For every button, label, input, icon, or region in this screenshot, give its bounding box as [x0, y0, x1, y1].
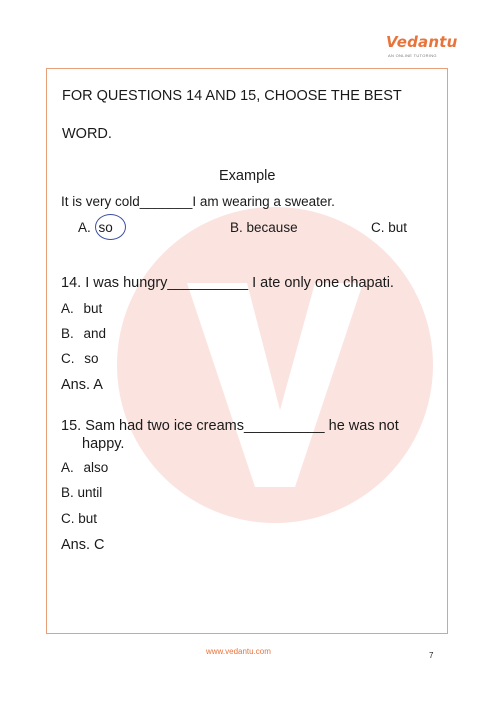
question-number: 14. [61, 275, 82, 291]
option-label: A. [61, 301, 74, 316]
question-text: I was hungry__________ I ate only one chapati. [85, 275, 394, 291]
question-text: Sam had two ice creams__________ he was not [85, 418, 399, 434]
q14-option-b [61, 326, 106, 341]
option-text: but [83, 301, 103, 316]
option-label: B. [61, 485, 74, 500]
q15-option-c [61, 511, 97, 526]
example-option-c [371, 220, 407, 235]
option-label: B. [230, 220, 243, 235]
q15-answer: Ans. C [61, 537, 105, 553]
question-15 [61, 418, 399, 434]
option-text: but [388, 220, 408, 235]
option-text: because [246, 220, 298, 235]
q14-option-a [61, 301, 102, 316]
q15-option-a [61, 460, 108, 475]
example-option-a [78, 220, 113, 235]
instructions-line-2: WORD. [62, 126, 112, 142]
q14-answer: Ans. A [61, 377, 103, 393]
logo-tagline: AN ONLINE TUTORING [388, 53, 437, 58]
example-sentence: It is very cold_______I am wearing a sweater. [61, 194, 335, 209]
option-text: and [83, 326, 107, 341]
option-label: B. [61, 326, 74, 341]
footer-website-link[interactable]: www.vedantu.com [206, 647, 271, 656]
logo-wordmark: Vedantu [386, 33, 458, 51]
question-number: 15. [61, 418, 82, 434]
option-text: so [98, 220, 113, 235]
vedantu-watermark-icon [115, 205, 435, 525]
option-label: C. [61, 511, 75, 526]
option-label: C. [61, 351, 75, 366]
option-text: so [84, 351, 99, 366]
option-text: also [83, 460, 109, 475]
option-label: C. [371, 220, 385, 235]
option-label: A. [61, 460, 74, 475]
option-text: until [77, 485, 103, 500]
example-heading: Example [219, 168, 276, 184]
q14-option-c [61, 351, 99, 366]
instructions-line-1: FOR QUESTIONS 14 AND 15, CHOOSE THE BEST [62, 88, 402, 104]
question-14 [61, 275, 394, 291]
q15-option-b [61, 485, 102, 500]
vedantu-logo [386, 33, 458, 63]
example-option-b [230, 220, 298, 235]
question-15-continued: happy. [82, 436, 125, 452]
option-label: A. [78, 220, 91, 235]
page-number: 7 [429, 651, 434, 660]
option-text: but [78, 511, 98, 526]
